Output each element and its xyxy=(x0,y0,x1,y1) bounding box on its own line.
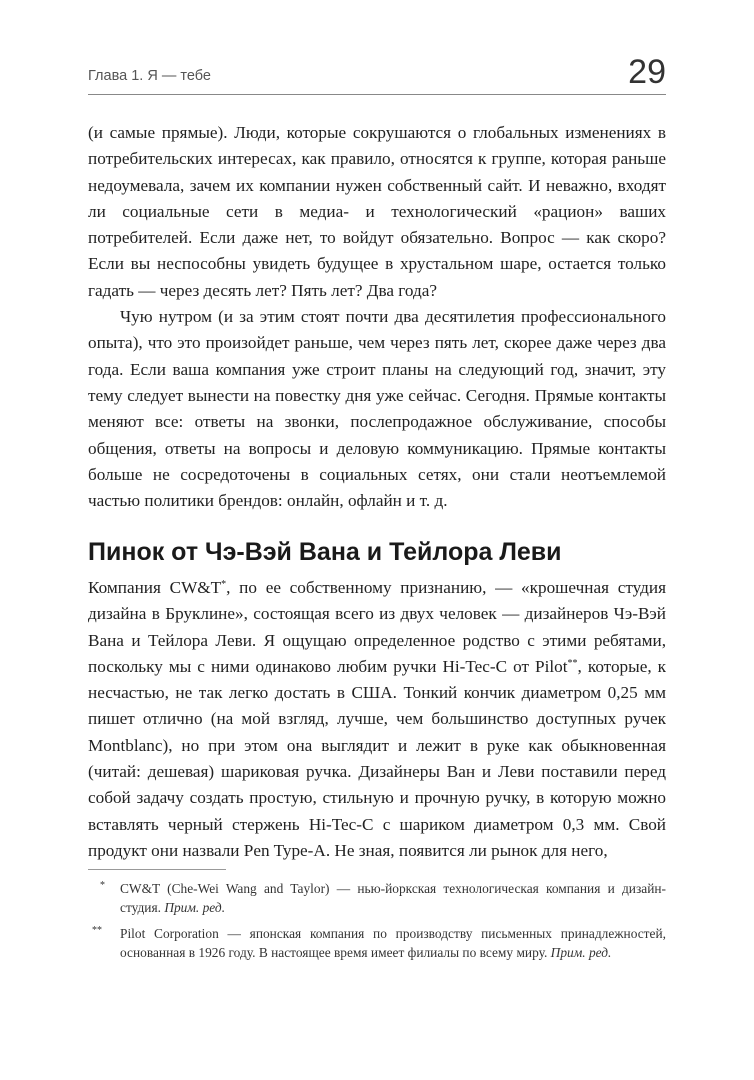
paragraph-text: , по ее собственному признанию, — «крошечная студия дизайна в Бруклине», состоящая всего из двух человек — дизайнеров Чэ-Вэй Вана и Тейлора Леви. Я ощущаю определенное родство с этими ребятами, поскольку мы с ними одинаково любим ручки Hi-Tec-C от Pilot xyxy=(88,578,666,676)
page-number: 29 xyxy=(628,53,666,91)
body-text xyxy=(88,120,666,514)
paragraph: Чую нутром (и за этим стоят почти два десятилетия профессионального опыта), что это произойдет раньше, чем через пять лет, скорее даже через два года. Если ваша компания уже строит планы на следующий год, значит, эту тему следует вынести на повестку дня уже сейчас. Сегодня. Прямые контакты меняют все: ответы на звонки, послепродажное обслуживание, способы общения, ответы на вопросы и деловую коммуникацию. Прямые контакты больше не сосредоточены в социальных сетях, они стали неотъемлемой частью политики брендов: онлайн, офлайн и т. д. xyxy=(88,307,666,511)
footnote-editor-note: Прим. ред. xyxy=(164,899,226,915)
paragraph-text: , которые, к несчастью, не так легко достать в США. Тонкий кончик диаметром 0,25 мм пишет отлично (на мой взгляд, лучше, чем большинство доступных ручек Montblanc), но при этом она выглядит и лежит в руке как обыкновенная (читай: дешевая) шариковая ручка. Дизайнеры Ван и Леви поставили перед собой задачу создать простую, стильную и прочную ручку, в которую можно вставлять черный стержень Hi-Tec-C с шариком диаметром 0,3 мм. Свой продукт они назвали Pen Type-A. Не зная, появится ли рынок для него, xyxy=(88,656,667,860)
footnote xyxy=(88,925,666,962)
footnote-ref: * xyxy=(221,579,227,590)
footnote-ref: ** xyxy=(567,657,578,669)
paragraph: (и самые прямые). Люди, которые сокрушаются о глобальных изменениях в потребительских интересах, как правило, относятся к группе, которая раньше недоумевала, зачем их компании нужен собственный сайт. И неважно, входят ли социальные сети в медиа- и технологический «рацион» ваших потребителей. Если даже нет, то войдут обязательно. Вопрос — как скоро? Если вы неспособны увидеть будущее в хрустальном шаре, остается только гадать — через десять лет? Пять лет? Два года? xyxy=(88,123,666,300)
footnote-editor-note: Прим. ред. xyxy=(550,944,612,960)
footnote-text: Pilot Corporation — японская компания по производству письменных принадлежностей, основанная в 1926 году. В настоящее время имеет филиалы по всему миру. xyxy=(120,926,666,960)
footnote-rule xyxy=(88,869,226,870)
section-body xyxy=(88,575,666,864)
paragraph-text: Компания CW&T xyxy=(88,578,222,597)
section-heading: Пинок от Чэ-Вэй Вана и Тейлора Леви xyxy=(88,538,562,566)
paragraph xyxy=(88,575,666,864)
running-title: Глава 1. Я — тебе xyxy=(88,68,211,84)
footnotes xyxy=(88,880,666,970)
footnote-mark: ** xyxy=(92,925,102,936)
footnote-mark: * xyxy=(100,880,105,891)
footnote-text: CW&T (Che-Wei Wang and Taylor) — нью-йоркская технологическая компания и дизайн-студия. xyxy=(120,881,666,915)
footnote xyxy=(88,880,666,917)
header-rule xyxy=(88,94,666,95)
